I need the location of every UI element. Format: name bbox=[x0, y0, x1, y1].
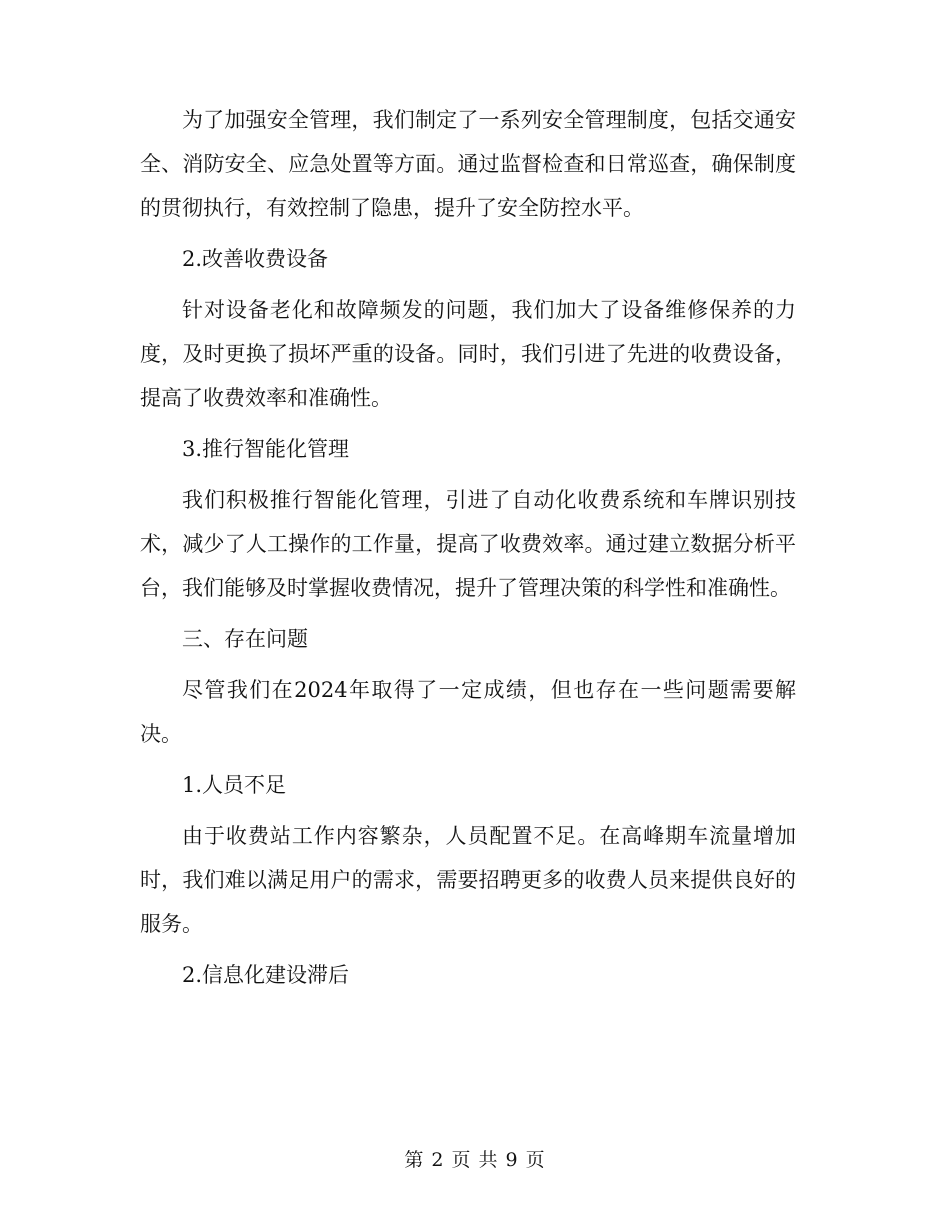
paragraph-problems-intro: 尽管我们在2024年取得了一定成绩，但也存在一些问题需要解决。 bbox=[140, 678, 796, 746]
heading-informatization-lag: 2.信息化建设滞后 bbox=[182, 963, 350, 987]
paragraph-staff-shortage: 由于收费站工作内容繁杂，人员配置不足。在高峰期车流量增加时，我们难以满足用户的需求，需要招聘更多的收费人员来提供良好的服务。 bbox=[140, 824, 796, 936]
heading-existing-problems: 三、存在问题 bbox=[182, 627, 308, 651]
paragraph-safety-management: 为了加强安全管理，我们制定了一系列安全管理制度，包括交通安全、消防安全、应急处置等方面。通过监督检查和日常巡查，确保制度的贯彻执行，有效控制了隐患，提升了安全防控水平。 bbox=[140, 108, 796, 220]
heading-smart-management: 3.推行智能化管理 bbox=[182, 437, 350, 461]
paragraph-equipment: 针对设备老化和故障频发的问题，我们加大了设备维修保养的力度，及时更换了损坏严重的设备。同时，我们引进了先进的收费设备，提高了收费效率和准确性。 bbox=[140, 298, 796, 410]
heading-staff-shortage: 1.人员不足 bbox=[182, 773, 287, 797]
page-number-footer: 第 2 页 共 9 页 bbox=[404, 1149, 546, 1171]
paragraph-smart-management: 我们积极推行智能化管理，引进了自动化收费系统和车牌识别技术，减少了人工操作的工作量，提高了收费效率。通过建立数据分析平台，我们能够及时掌握收费情况，提升了管理决策的科学性和准确性。 bbox=[140, 488, 796, 600]
heading-improve-toll-equipment: 2.改善收费设备 bbox=[182, 247, 329, 271]
document-body bbox=[140, 98, 796, 997]
